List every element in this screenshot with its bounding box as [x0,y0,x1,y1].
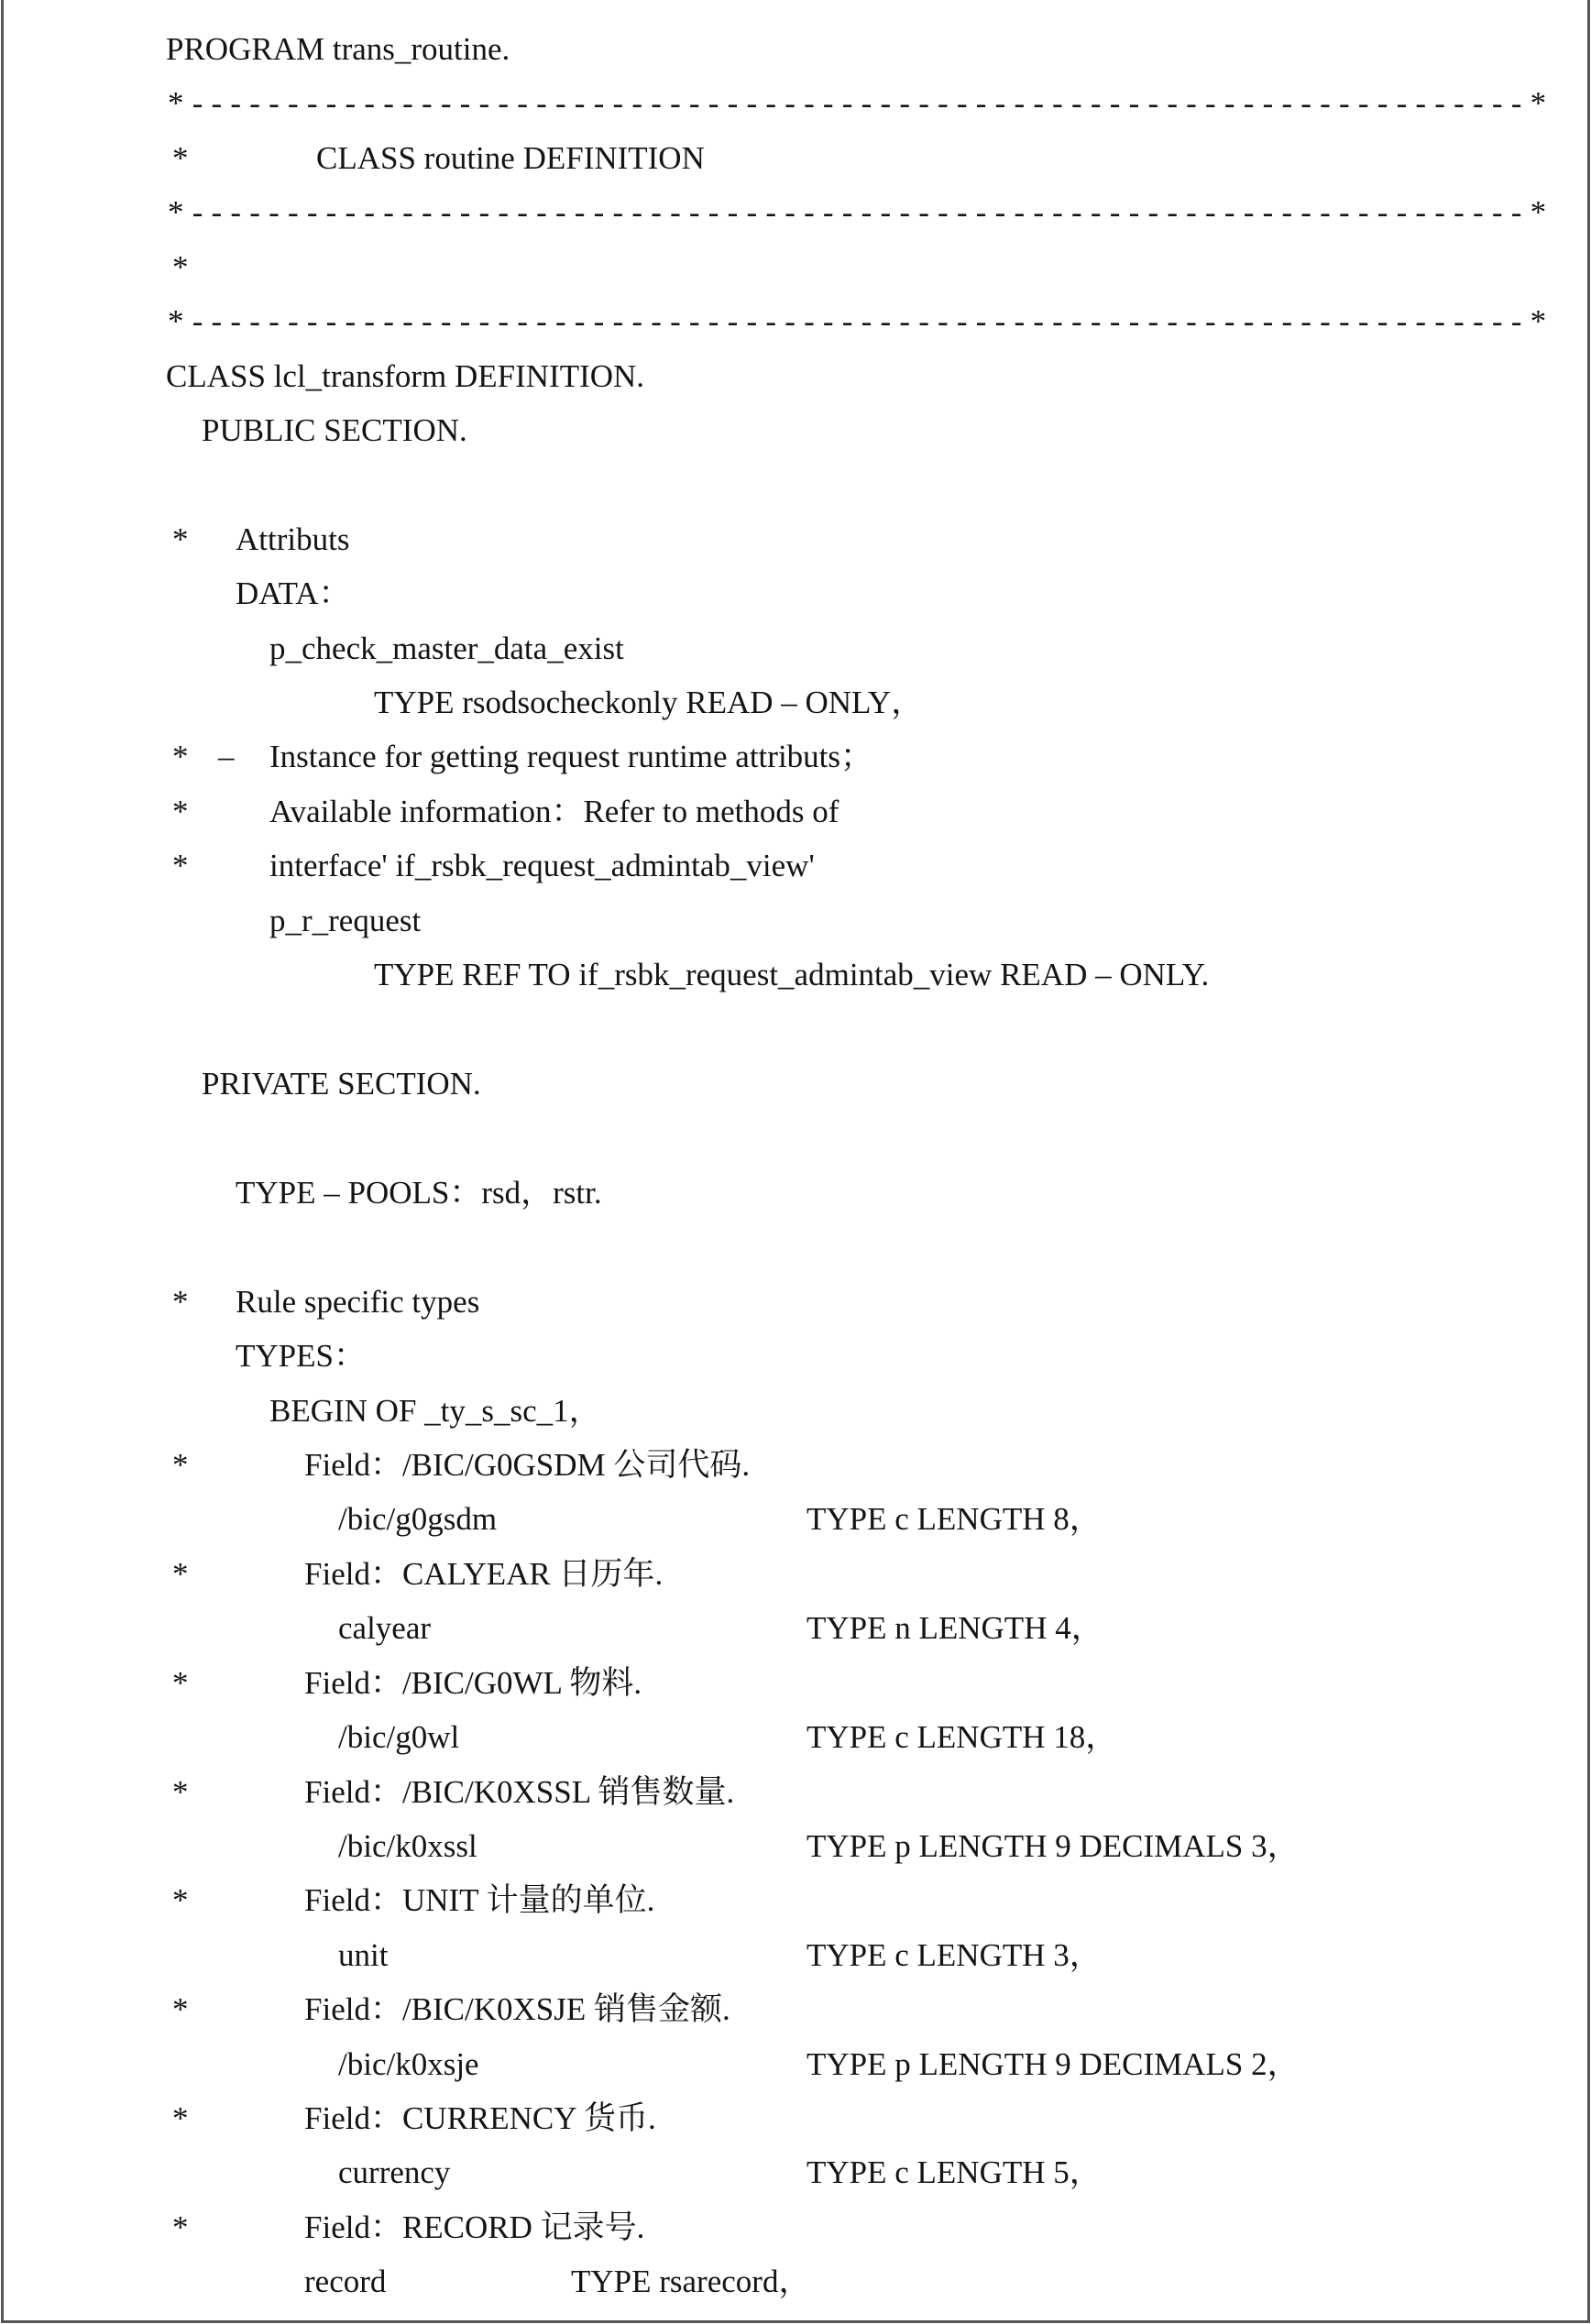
field-type: TYPE c LENGTH 18， [806,1719,1118,1756]
field-comment [0,1656,1591,1710]
attribute-check-master-data-type [0,675,1591,729]
code-text: Field：CALYEAR 日历年. [304,1555,664,1592]
comment-marker: * [172,1882,189,1919]
blank-line [0,1111,1591,1165]
field-name: /bic/k0xssl [338,1827,477,1864]
code-text: Instance for getting request runtime attributs； [269,739,873,775]
field-declaration [0,2254,1591,2308]
code-text: CLASS routine DEFINITION [316,139,705,176]
comment-rule [0,294,1591,348]
blank-line [0,1003,1591,1057]
code-text: Field：/BIC/G0WL 物料. [304,1664,642,1701]
field-comment [0,2200,1591,2254]
code-text: PUBLIC SECTION. [202,411,467,448]
field-comment [0,2091,1591,2145]
code-text: Rule specific types [236,1283,480,1320]
data-statement [0,566,1591,620]
comment-rule [0,76,1591,130]
field-declaration [0,2145,1591,2199]
comment-interface [0,839,1591,893]
comment-marker: * [172,2100,189,2137]
comment-instance [0,729,1591,784]
public-section-statement [0,403,1591,457]
blank-line [0,1220,1591,1274]
code-text: TYPE rsodsocheckonly READ – ONLY， [374,685,924,721]
comment-marker: * [172,793,189,829]
field-type: TYPE n LENGTH 4， [806,1610,1103,1647]
code-text: Field：UNIT 计量的单位. [304,1882,655,1919]
field-declaration [0,1492,1591,1546]
comment-marker: * [172,1446,189,1483]
code-text: DATA： [236,576,351,612]
code-text: TYPE REF TO if_rsbk_request_admintab_view READ – ONLY. [374,957,1210,993]
comment-marker: * [172,1991,189,2028]
field-declaration [0,1710,1591,1764]
comment-marker: * [172,1664,189,1701]
comment-marker: * [172,739,189,775]
field-name: calyear [338,1610,432,1647]
field-comment [0,1982,1591,2036]
comment-empty [0,240,1591,294]
field-name: /bic/k0xsje [338,2045,479,2082]
class-definition-statement [0,349,1591,403]
field-declaration [0,2037,1591,2091]
comment-rule-text: *----------------------------------------------------------------------* [168,194,1555,231]
attribute-request-type [0,948,1591,1002]
code-text: Field：/BIC/G0GSDM 公司代码. [304,1446,751,1483]
code-text: PROGRAM trans_routine. [166,31,510,67]
field-name: currency [338,2154,451,2191]
field-comment [0,1438,1591,1492]
comment-rule-text: *----------------------------------------------------------------------* [168,85,1555,122]
comment-rule-specific-types [0,1275,1591,1329]
attribute-check-master-data [0,621,1591,675]
field-comment [0,1765,1591,1819]
field-name: record [304,2264,387,2300]
code-text: p_r_request [269,902,422,938]
attribute-request [0,893,1591,948]
code-text: BEGIN OF _ty_s_sc_1， [269,1392,601,1429]
comment-rule-text: *----------------------------------------------------------------------* [168,303,1555,340]
code-text: Field：/BIC/K0XSJE 销售金额. [304,1991,730,2028]
comment-marker: * [172,521,189,557]
field-comment [0,1547,1591,1601]
code-text: Field：CURRENCY 货币. [304,2100,656,2137]
comment-marker: * [172,1283,189,1320]
comment-available-information [0,784,1591,839]
comment-marker: * [172,139,189,176]
type-pools-statement [0,1166,1591,1220]
comment-marker: * [172,1555,189,1592]
field-type: TYPE p LENGTH 9 DECIMALS 2， [806,2045,1300,2082]
code-text: Attributs [236,521,350,557]
field-name: /bic/g0wl [338,1719,460,1756]
field-type: TYPE rsarecord， [571,2264,811,2300]
code-text: interface' if_rsbk_request_admintab_view' [269,848,815,884]
field-name: /bic/g0gsdm [338,1501,498,1538]
field-declaration [0,1819,1591,1873]
blank-line [0,457,1591,511]
field-type: TYPE c LENGTH 3， [806,1936,1102,1973]
types-statement [0,1329,1591,1383]
code-text: Available information：Refer to methods of [269,793,839,829]
comment-attributs [0,512,1591,566]
comment-marker: * [172,248,189,285]
code-text: TYPE – POOLS：rsd，rstr. [236,1174,602,1211]
code-text: Field：RECORD 记录号. [304,2209,645,2245]
begin-of-structure [0,1384,1591,1438]
field-declaration [0,1928,1591,1982]
code-text: Field：/BIC/K0XSSL 销售数量. [304,1773,735,1810]
comment-rule [0,185,1591,239]
comment-marker: * [172,2209,189,2245]
program-statement [0,22,1591,76]
code-text: p_check_master_data_exist [269,630,624,666]
comment-class-routine-definition [0,131,1591,185]
code-listing [0,22,1591,2309]
field-type: TYPE c LENGTH 5， [806,2154,1102,2191]
code-text: TYPES： [236,1338,366,1375]
field-type: TYPE c LENGTH 8， [806,1501,1102,1538]
comment-marker: * [172,1773,189,1810]
comment-dash: – [218,739,235,775]
code-text: PRIVATE SECTION. [202,1066,481,1102]
field-declaration [0,1601,1591,1655]
code-text: CLASS lcl_transform DEFINITION. [166,357,645,394]
field-name: unit [338,1936,389,1973]
private-section-statement [0,1057,1591,1111]
comment-marker: * [172,848,189,884]
field-comment [0,1873,1591,1927]
field-type: TYPE p LENGTH 9 DECIMALS 3， [806,1827,1300,1864]
